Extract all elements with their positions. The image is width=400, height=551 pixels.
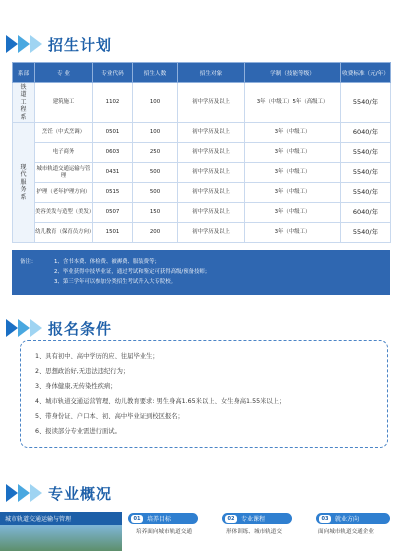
code-cell: 0603 xyxy=(93,143,133,163)
note-item: 1、含书本费、体检费、被褥费、服装费等； xyxy=(54,259,160,265)
tab-courses xyxy=(222,513,292,524)
requirement-item: 2、思想政治好,无违法违纪行为； xyxy=(35,368,130,375)
count-cell: 200 xyxy=(133,223,178,243)
tab-number: 03 xyxy=(319,515,331,523)
target-cell: 初中学历及以上 xyxy=(178,223,245,243)
overview-snippet: 培养面向城市轨道交通 xyxy=(136,529,192,535)
count-cell: 150 xyxy=(133,203,178,223)
target-cell: 初中学历及以上 xyxy=(178,143,245,163)
table-row xyxy=(13,123,391,143)
fee-cell: 5540/年 xyxy=(341,223,391,243)
system-cell: 3年（中级工） xyxy=(245,123,341,143)
tab-training-goal xyxy=(128,513,198,524)
tab-number: 01 xyxy=(131,515,143,523)
table-row xyxy=(13,83,391,123)
major-cell: 烹饪（中式烹调） xyxy=(35,123,93,143)
section-title: 专业概况 xyxy=(48,484,113,503)
system-cell: 3年（中级工）5年（高级工） xyxy=(245,83,341,123)
fee-cell: 6040/年 xyxy=(341,123,391,143)
overview-snippet: 形体训练、城市轨道交 xyxy=(226,529,282,535)
note-item: 2、毕业获得中技毕业证，通过考试和鉴定可获得高级/预备技师； xyxy=(54,269,211,275)
system-cell: 3年（中级工） xyxy=(245,183,341,203)
requirement-item: 3、身体健康,无传染性疾病； xyxy=(35,383,117,390)
notes-label: 备注： xyxy=(20,259,37,265)
note-row xyxy=(20,256,382,266)
header-cell: 收费标准（元/年） xyxy=(341,63,391,83)
target-cell: 初中学历及以上 xyxy=(178,123,245,143)
requirement-item: 1、具有初中、高中学历的应、往届毕业生； xyxy=(35,353,159,360)
code-cell: 1102 xyxy=(93,83,133,123)
fee-cell: 5540/年 xyxy=(341,83,391,123)
major-cell: 电子商务 xyxy=(35,143,93,163)
requirement-item: 5、带身份证、户口本、初、高中毕业证到校区报名； xyxy=(35,413,184,420)
header-cell: 专业代码 xyxy=(93,63,133,83)
code-cell: 0507 xyxy=(93,203,133,223)
table-row xyxy=(13,183,391,203)
header-cell: 招生人数 xyxy=(133,63,178,83)
overview-snippet: 面向城市轨道交通企业 xyxy=(318,529,374,535)
fee-cell: 6040/年 xyxy=(341,203,391,223)
section-header-requirements xyxy=(0,316,112,340)
tab-number: 02 xyxy=(225,515,237,523)
section-title: 报名条件 xyxy=(48,319,113,338)
chevron-decoration-icon xyxy=(0,32,48,56)
notes-panel xyxy=(12,250,390,295)
system-cell: 3年（中级工） xyxy=(245,223,341,243)
table-header-row xyxy=(13,63,391,83)
tab-label: 专业课程 xyxy=(241,516,266,523)
count-cell: 100 xyxy=(133,83,178,123)
table-row xyxy=(13,163,391,183)
fee-cell: 5540/年 xyxy=(341,183,391,203)
major-cell: 护理（老年护理方向） xyxy=(35,183,93,203)
fee-cell: 5540/年 xyxy=(341,143,391,163)
system-cell: 3年（中级工） xyxy=(245,203,341,223)
system-cell: 3年（中级工） xyxy=(245,163,341,183)
table-row xyxy=(13,143,391,163)
target-cell: 初中学历及以上 xyxy=(178,163,245,183)
header-cell: 专 业 xyxy=(35,63,93,83)
section-header-plan xyxy=(0,32,112,56)
table-row xyxy=(13,223,391,243)
table-row xyxy=(13,203,391,223)
chevron-decoration-icon xyxy=(0,316,48,340)
section-header-overview xyxy=(0,481,112,505)
header-cell: 招生对象 xyxy=(178,63,245,83)
system-cell: 3年（中级工） xyxy=(245,143,341,163)
count-cell: 500 xyxy=(133,183,178,203)
major-cell: 幼儿教育（保育员方向） xyxy=(35,223,93,243)
count-cell: 500 xyxy=(133,163,178,183)
target-cell: 初中学历及以上 xyxy=(178,83,245,123)
code-cell: 0515 xyxy=(93,183,133,203)
major-cell: 建筑施工 xyxy=(35,83,93,123)
target-cell: 初中学历及以上 xyxy=(178,203,245,223)
section-title: 招生计划 xyxy=(48,35,113,54)
fee-cell: 5540/年 xyxy=(341,163,391,183)
dept-cell: 现代服务系 xyxy=(13,123,35,243)
major-cell: 美容美发与造型（美发） xyxy=(35,203,93,223)
enrollment-plan-table xyxy=(12,62,391,243)
major-cell: 城市轨道交通运输与管理 xyxy=(35,163,93,183)
tab-label: 就业方向 xyxy=(335,516,360,523)
requirements-box xyxy=(20,340,388,448)
header-cell: 系部 xyxy=(13,63,35,83)
tab-label: 培养目标 xyxy=(147,516,172,523)
dept-cell: 铁道工程系 xyxy=(13,83,35,123)
code-cell: 1501 xyxy=(93,223,133,243)
count-cell: 100 xyxy=(133,123,178,143)
note-item: 3、第三学年可以参加分类招生考试升入大专院校。 xyxy=(54,279,177,285)
requirement-item: 6、报读部分专业需进行面试。 xyxy=(35,428,121,435)
note-row xyxy=(20,276,382,286)
target-cell: 初中学历及以上 xyxy=(178,183,245,203)
code-cell: 0431 xyxy=(93,163,133,183)
requirement-item: 4、城市轨道交通运营管理、幼儿教育要求: 男生身高1.65米以上、女生身高1.55米以上； xyxy=(35,398,286,405)
major-photo xyxy=(0,525,122,551)
code-cell: 0501 xyxy=(93,123,133,143)
chevron-decoration-icon xyxy=(0,481,48,505)
major-label: 城市轨道交通运输与管理 xyxy=(0,512,122,525)
header-cell: 学制（技能等级） xyxy=(245,63,341,83)
tab-employment xyxy=(316,513,390,524)
note-row xyxy=(20,266,382,276)
count-cell: 250 xyxy=(133,143,178,163)
